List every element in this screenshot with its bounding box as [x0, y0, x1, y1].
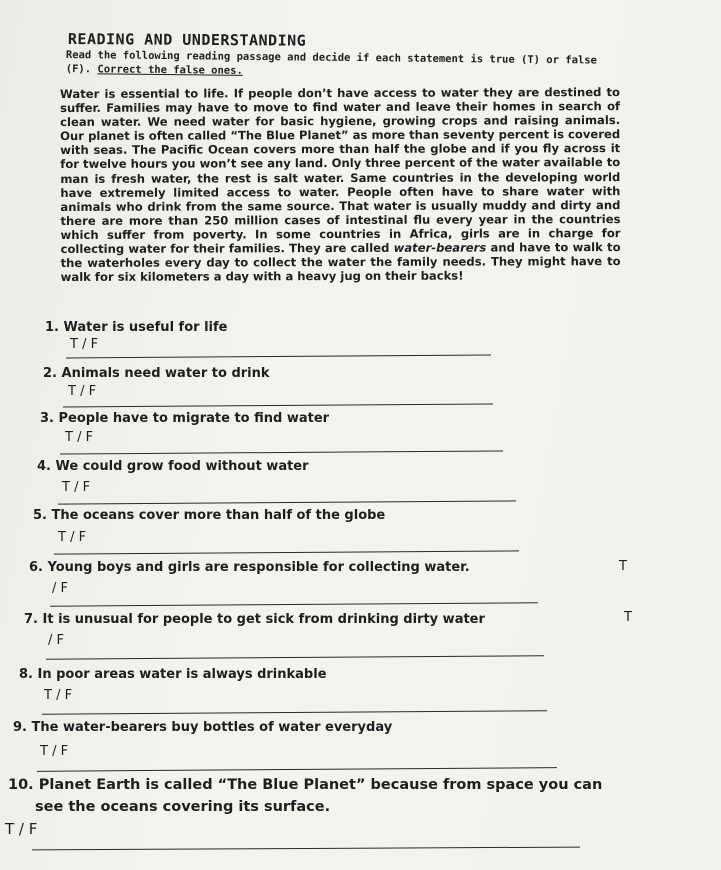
answer-line-6[interactable] — [50, 602, 538, 606]
passage-part-1: Water is essential to life. If people don’t have access to water they are destined to suffer. Families may have to move to find water and leave their homes in search of clean water. We need water for basic hygiene, growing crops and raising animals. Our planet is often called “The Blue Planet” as more than seventy percent is covered with seas. The Pacific Ocean covers more than half the globe and if you fly across it for twelve hours you won’t see any land. Only three percent of the water available to man is fresh water, the rest is salt water. Same countries in the developing world have extremely limited access to water. People often have to share water with animals who drink from the same source. That water is usually muddy and dirty and there are more than 250 million cases of intestinal flu every year in the countries which suffer from poverty. In some countries in Africa, girls are in charge for collecting water for their families. They are called — [60, 85, 621, 257]
question-4: 4. We could grow food without water — [37, 459, 309, 474]
tf-choice-1[interactable]: T / F — [70, 337, 99, 352]
answer-line-1[interactable] — [66, 355, 491, 359]
instructions-underlined: Correct the false ones. — [97, 63, 243, 77]
answer-line-4[interactable] — [58, 500, 516, 504]
question-10: 10. Planet Earth is called “The Blue Planet” because from space you can — [8, 777, 603, 793]
tf-choice-8[interactable]: T / F — [44, 688, 73, 703]
instructions-text: Read the following reading passage and decide if each statement is true (T) or false (F). — [65, 48, 597, 76]
question-7: 7. It is unusual for people to get sick from drinking dirty water — [24, 612, 485, 627]
answer-line-10[interactable] — [32, 847, 580, 851]
answer-line-9[interactable] — [37, 767, 557, 772]
answer-line-3[interactable] — [60, 450, 503, 454]
tf-choice-9[interactable]: T / F — [40, 744, 69, 759]
reading-passage — [60, 85, 621, 284]
answer-line-2[interactable] — [63, 403, 493, 407]
question-8: 8. In poor areas water is always drinkable — [19, 667, 327, 682]
instructions — [66, 48, 626, 82]
answer-mark-6: T — [619, 559, 627, 574]
answer-line-5[interactable] — [54, 550, 519, 554]
question-5: 5. The oceans cover more than half of the globe — [33, 508, 386, 523]
tf-choice-6[interactable]: / F — [52, 581, 68, 596]
passage-italic-term: water-bearers — [393, 240, 487, 255]
answer-mark-7: T — [624, 610, 632, 625]
tf-choice-4[interactable]: T / F — [62, 480, 91, 495]
tf-choice-7[interactable]: / F — [48, 633, 64, 648]
page-title: READING AND UNDERSTANDING — [67, 30, 307, 50]
answer-line-8[interactable] — [42, 710, 547, 715]
tf-choice-10[interactable]: T / F — [5, 820, 38, 838]
tf-choice-2[interactable]: T / F — [68, 384, 97, 399]
answer-line-7[interactable] — [46, 655, 544, 659]
question-3: 3. People have to migrate to find water — [40, 411, 330, 426]
question-2: 2. Animals need water to drink — [43, 366, 270, 381]
question-1: 1. Water is useful for life — [45, 320, 228, 335]
tf-choice-3[interactable]: T / F — [65, 430, 94, 445]
tf-choice-5[interactable]: T / F — [58, 530, 87, 545]
passage-part-2: and have to walk to the waterholes every day to collect the water the family needs. They might have to walk for six kilometers a day with a heavy jug on their backs! — [60, 240, 621, 285]
question-6: 6. Young boys and girls are responsible for collecting water. — [29, 560, 470, 575]
question-9: 9. The water-bearers buy bottles of water everyday — [13, 720, 393, 735]
question-10-continued: see the oceans covering its surface. — [35, 799, 331, 815]
